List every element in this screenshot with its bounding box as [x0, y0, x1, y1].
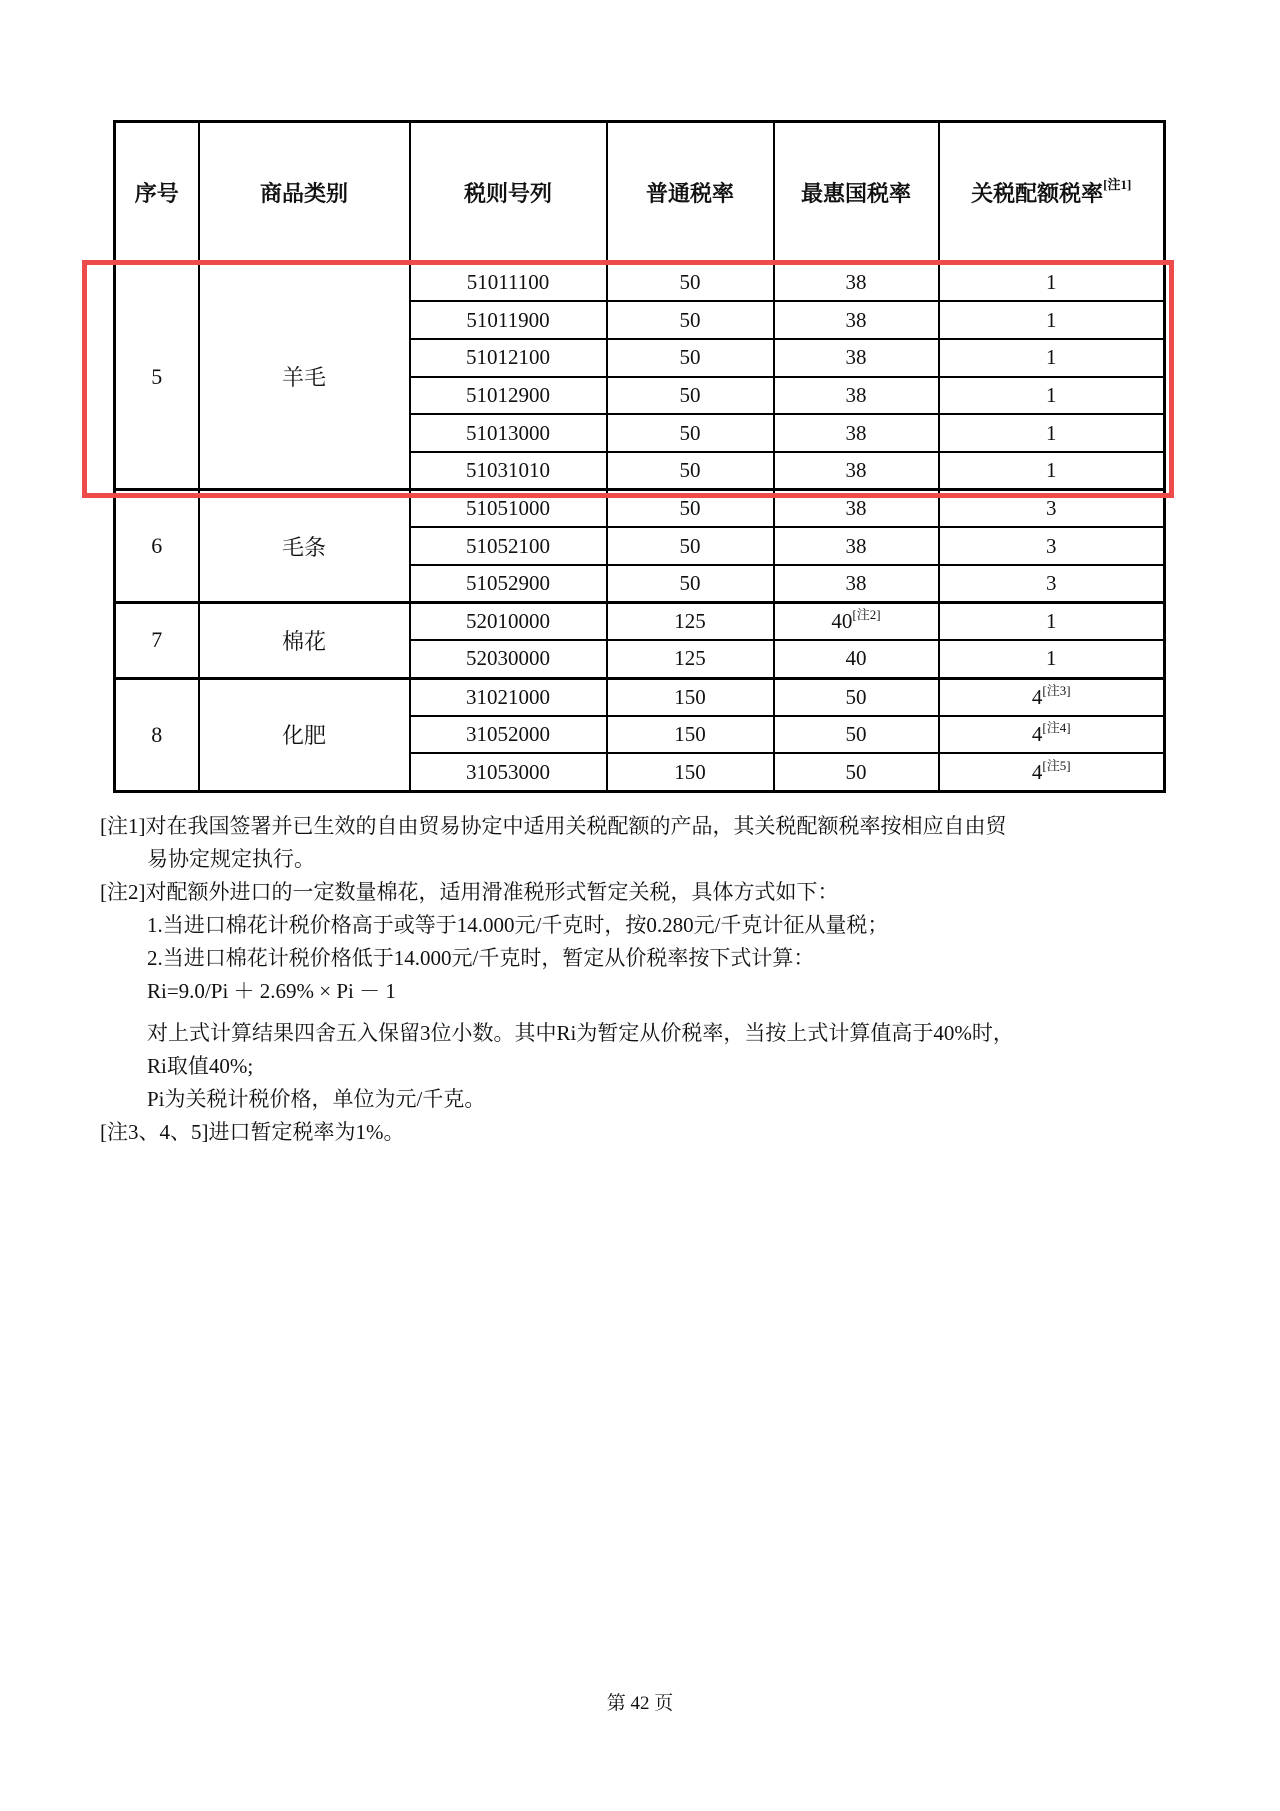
table-header-row [115, 122, 1165, 264]
tariff-code-cell [410, 603, 607, 641]
page-number: 第 42 页 [606, 1693, 674, 1714]
header-quota-rate [939, 122, 1165, 264]
tariff-code-cell [410, 377, 607, 415]
tariff-code-cell [410, 678, 607, 716]
mfn-rate-cell [774, 452, 939, 490]
mfn-rate-cell [774, 414, 939, 452]
mfn-rate-cell [774, 565, 939, 603]
tariff-code-cell-value: 51013000 [466, 420, 550, 445]
mfn-rate-cell [774, 603, 939, 641]
footnote-line: [注3、4、5]进口暂定税率为1%。 [100, 1120, 405, 1144]
tariff-code-cell [410, 565, 607, 603]
quota-rate-cell [939, 527, 1165, 565]
footnote-line: 对上式计算结果四舍五入保留3位小数。其中Ri为暂定从价税率，当按上式计算值高于40%时， [147, 1021, 1014, 1045]
header-mfn-rate: 最惠国税率 [774, 122, 939, 264]
quota-rate-cell [939, 678, 1165, 716]
mfn-rate-cell-value: 38 [845, 496, 867, 521]
mfn-rate-cell-value: 38 [845, 382, 867, 407]
mfn-rate-cell-value: 38 [845, 533, 867, 558]
table-row [115, 264, 1165, 302]
tariff-code-cell [410, 301, 607, 339]
footnote-line: 易协定规定执行。 [147, 847, 315, 871]
quota-rate-cell [939, 716, 1165, 754]
commodity-category-cell: 化肥 [199, 678, 410, 791]
note-reference: [注4] [1042, 720, 1071, 736]
note-reference: [注2] [852, 607, 881, 623]
tariff-code-cell-value: 51011900 [466, 307, 550, 332]
mfn-rate-cell-value: 50 [845, 722, 867, 747]
quota-rate-cell-value: 3 [1046, 533, 1057, 558]
footnotes-block [100, 810, 1200, 1149]
tariff-code-cell [410, 414, 607, 452]
general-rate-cell-value: 50 [679, 382, 701, 407]
table-row [115, 603, 1165, 641]
tariff-code-cell-value: 52010000 [466, 609, 550, 634]
quota-rate-cell-value: 3 [1046, 496, 1057, 521]
tariff-code-cell-value: 31052000 [466, 722, 550, 747]
general-rate-cell-value: 50 [679, 533, 701, 558]
header-tariff-code: 税则号列 [410, 122, 607, 264]
general-rate-cell [607, 339, 774, 377]
mfn-rate-cell [774, 678, 939, 716]
mfn-rate-cell-value: 40 [831, 609, 853, 634]
mfn-rate-cell-value: 38 [845, 345, 867, 370]
quota-rate-cell [939, 301, 1165, 339]
tariff-code-cell-value: 31021000 [466, 684, 550, 709]
tariff-code-cell-value: 51011100 [466, 270, 550, 295]
general-rate-cell [607, 452, 774, 490]
quota-rate-cell-value: 4 [1031, 684, 1043, 709]
quota-rate-cell-value: 3 [1046, 571, 1057, 596]
footnote-line: Ri=9.0/Pi ＋ 2.69% × Pi － 1 [147, 979, 396, 1003]
tariff-code-cell-value: 51052100 [466, 533, 550, 558]
tariff-code-cell [410, 339, 607, 377]
mfn-rate-cell-value: 38 [845, 420, 867, 445]
general-rate-cell-value: 50 [679, 496, 701, 521]
table-row [115, 490, 1165, 528]
footnote-line: 2.当进口棉花计税价格低于14.000元/千克时，暂定从价税率按下式计算： [147, 946, 815, 970]
mfn-rate-cell [774, 264, 939, 302]
tariff-rate-table [113, 120, 1166, 793]
header-quota-note-ref: [注1] [1103, 177, 1132, 192]
quota-rate-cell [939, 753, 1165, 791]
quota-rate-cell-value: 1 [1046, 307, 1057, 332]
footnote-line: [注2]对配额外进口的一定数量棉花，适用滑准税形式暂定关税，具体方式如下： [100, 880, 839, 904]
general-rate-cell-value: 50 [679, 420, 701, 445]
general-rate-cell-value: 125 [674, 646, 706, 671]
commodity-category-cell: 羊毛 [199, 264, 410, 490]
mfn-rate-cell [774, 339, 939, 377]
quota-rate-cell-value: 1 [1046, 270, 1057, 295]
serial-number-cell: 5 [115, 264, 199, 490]
mfn-rate-cell [774, 640, 939, 678]
quota-rate-cell-value: 1 [1046, 646, 1057, 671]
quota-rate-cell [939, 490, 1165, 528]
header-serial-number: 序号 [115, 122, 199, 264]
general-rate-cell-value: 125 [674, 609, 706, 634]
quota-rate-cell-value: 4 [1031, 722, 1043, 747]
table-row [115, 678, 1165, 716]
general-rate-cell [607, 565, 774, 603]
general-rate-cell-value: 50 [679, 571, 701, 596]
general-rate-cell-value: 50 [679, 345, 701, 370]
tariff-code-cell-value: 51052900 [466, 571, 550, 596]
footnote-line: [注1]对在我国签署并已生效的自由贸易协定中适用关税配额的产品，其关税配额税率按相应自由贸 [100, 814, 1007, 838]
quota-rate-cell-value: 4 [1031, 759, 1043, 784]
general-rate-cell [607, 414, 774, 452]
general-rate-cell-value: 50 [679, 270, 701, 295]
general-rate-cell-value: 150 [674, 684, 706, 709]
quota-rate-cell [939, 377, 1165, 415]
tariff-code-cell [410, 640, 607, 678]
general-rate-cell [607, 603, 774, 641]
tariff-table-body [115, 264, 1165, 792]
quota-rate-cell-value: 1 [1046, 345, 1057, 370]
tariff-code-cell [410, 264, 607, 302]
quota-rate-cell [939, 565, 1165, 603]
quota-rate-cell [939, 339, 1165, 377]
mfn-rate-cell-value: 50 [845, 759, 867, 784]
quota-rate-cell-value: 1 [1046, 458, 1057, 483]
header-commodity-category: 商品类别 [199, 122, 410, 264]
note-reference: [注3] [1042, 682, 1071, 698]
tariff-code-cell [410, 452, 607, 490]
serial-number-cell: 7 [115, 603, 199, 678]
serial-number-cell: 8 [115, 678, 199, 791]
mfn-rate-cell [774, 716, 939, 754]
tariff-code-cell-value: 52030000 [466, 646, 550, 671]
general-rate-cell-value: 150 [674, 722, 706, 747]
general-rate-cell [607, 527, 774, 565]
quota-rate-cell [939, 452, 1165, 490]
general-rate-cell [607, 640, 774, 678]
general-rate-cell [607, 678, 774, 716]
footnote-line: 1.当进口棉花计税价格高于或等于14.000元/千克时，按0.280元/千克计征从量税； [147, 913, 889, 937]
mfn-rate-cell-value: 38 [845, 571, 867, 596]
mfn-rate-cell-value: 38 [845, 307, 867, 332]
quota-rate-cell-value: 1 [1046, 609, 1057, 634]
mfn-rate-cell-value: 50 [845, 684, 867, 709]
tariff-code-cell [410, 490, 607, 528]
commodity-category-cell: 棉花 [199, 603, 410, 678]
tariff-code-cell-value: 51012900 [466, 382, 550, 407]
quota-rate-cell [939, 264, 1165, 302]
header-general-rate: 普通税率 [607, 122, 774, 264]
quota-rate-cell [939, 414, 1165, 452]
commodity-category-cell: 毛条 [199, 490, 410, 603]
mfn-rate-cell-value: 38 [845, 458, 867, 483]
mfn-rate-cell-value: 40 [845, 646, 867, 671]
quota-rate-cell [939, 640, 1165, 678]
footnote-line: Ri取值40%; [147, 1054, 254, 1078]
general-rate-cell-value: 50 [679, 458, 701, 483]
mfn-rate-cell [774, 490, 939, 528]
note-reference: [注5] [1042, 757, 1071, 773]
footnote-line: Pi为关税计税价格，单位为元/千克。 [147, 1087, 486, 1111]
general-rate-cell [607, 490, 774, 528]
mfn-rate-cell [774, 377, 939, 415]
quota-rate-cell [939, 603, 1165, 641]
tariff-code-cell [410, 716, 607, 754]
general-rate-cell [607, 716, 774, 754]
mfn-rate-cell [774, 527, 939, 565]
tariff-code-cell [410, 753, 607, 791]
tariff-code-cell-value: 31053000 [466, 759, 550, 784]
quota-rate-cell-value: 1 [1046, 420, 1057, 445]
tariff-code-cell-value: 51012100 [466, 345, 550, 370]
serial-number-cell: 6 [115, 490, 199, 603]
mfn-rate-cell [774, 301, 939, 339]
general-rate-cell [607, 753, 774, 791]
tariff-code-cell-value: 51031010 [466, 458, 550, 483]
mfn-rate-cell-value: 38 [845, 270, 867, 295]
tariff-code-cell-value: 51051000 [466, 496, 550, 521]
header-quota-rate-label: 关税配额税率 [971, 181, 1104, 206]
general-rate-cell-value: 150 [674, 759, 706, 784]
general-rate-cell-value: 50 [679, 307, 701, 332]
mfn-rate-cell [774, 753, 939, 791]
tariff-code-cell [410, 527, 607, 565]
quota-rate-cell-value: 1 [1046, 382, 1057, 407]
general-rate-cell [607, 301, 774, 339]
general-rate-cell [607, 377, 774, 415]
general-rate-cell [607, 264, 774, 302]
